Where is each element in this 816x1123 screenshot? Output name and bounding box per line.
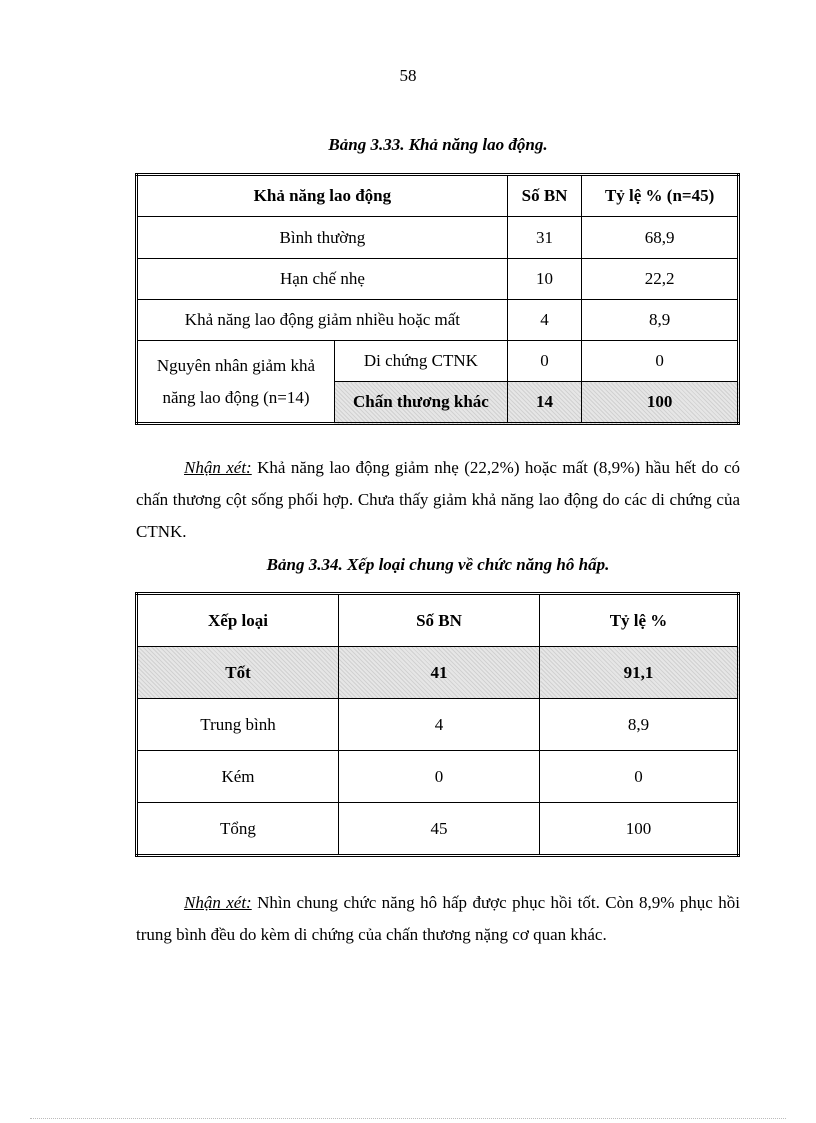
row-label: Hạn chế nhẹ [137, 259, 508, 300]
row-percent: 100 [540, 803, 739, 856]
table-header-row [137, 175, 739, 217]
table-row [137, 647, 739, 699]
table2-caption: Bảng 3.34. Xếp loại chung về chức năng hô hấp. [266, 555, 610, 574]
group-label: Nguyên nhân giảm khả năng lao động (n=14) [137, 341, 335, 424]
sub-row-label: Di chứng CTNK [334, 341, 507, 382]
table-row [137, 341, 739, 382]
row-count: 10 [507, 259, 581, 300]
header-cell: Tỷ lệ % [540, 594, 739, 647]
table-work-capacity [135, 173, 740, 425]
row-percent: 100 [582, 382, 739, 424]
row-count: 4 [507, 300, 581, 341]
row-label: Kém [137, 751, 339, 803]
table-row [137, 217, 739, 259]
row-count: 41 [339, 647, 540, 699]
header-cell: Tỷ lệ % (n=45) [582, 175, 739, 217]
row-count: 0 [507, 341, 581, 382]
row-count: 31 [507, 217, 581, 259]
table-respiratory-classification [135, 592, 740, 857]
remark-paragraph-2 [136, 887, 740, 951]
row-percent: 0 [540, 751, 739, 803]
table1-caption: Bảng 3.33. Khả năng lao động. [328, 135, 548, 154]
table-header-row [137, 594, 739, 647]
table-row [137, 751, 739, 803]
table-row [137, 300, 739, 341]
remark-label: Nhận xét: [184, 458, 252, 477]
remark-text: Nhìn chung chức năng hô hấp được phục hồi tốt. Còn 8,9% phục hồi trung bình đều do kèm di chứng của chấn thương nặng cơ quan khác. [136, 893, 740, 944]
row-percent: 22,2 [582, 259, 739, 300]
row-count: 4 [339, 699, 540, 751]
table-row [137, 259, 739, 300]
header-cell: Xếp loại [137, 594, 339, 647]
row-label: Bình thường [137, 217, 508, 259]
table-row [137, 699, 739, 751]
page-bottom-divider [30, 1118, 786, 1119]
row-percent: 8,9 [540, 699, 739, 751]
header-cell: Số BN [339, 594, 540, 647]
remark-text: Khả năng lao động giảm nhẹ (22,2%) hoặc mất (8,9%) hầu hết do có chấn thương cột sống phối hợp. Chưa thấy giảm khả năng lao động do các di chứng của CTNK. [136, 458, 740, 541]
row-label: Trung bình [137, 699, 339, 751]
row-count: 45 [339, 803, 540, 856]
remark-label: Nhận xét: [184, 893, 252, 912]
row-percent: 0 [582, 341, 739, 382]
row-percent: 91,1 [540, 647, 739, 699]
remark-paragraph-1 [136, 452, 740, 548]
page-number: 58 [399, 66, 417, 85]
row-label: Khả năng lao động giảm nhiều hoặc mất [137, 300, 508, 341]
table-row [137, 803, 739, 856]
header-cell: Khả năng lao động [137, 175, 508, 217]
row-percent: 8,9 [582, 300, 739, 341]
row-percent: 68,9 [582, 217, 739, 259]
row-label: Tốt [137, 647, 339, 699]
header-cell: Số BN [507, 175, 581, 217]
row-count: 0 [339, 751, 540, 803]
row-count: 14 [507, 382, 581, 424]
row-label: Tổng [137, 803, 339, 856]
sub-row-label: Chấn thương khác [334, 382, 507, 424]
